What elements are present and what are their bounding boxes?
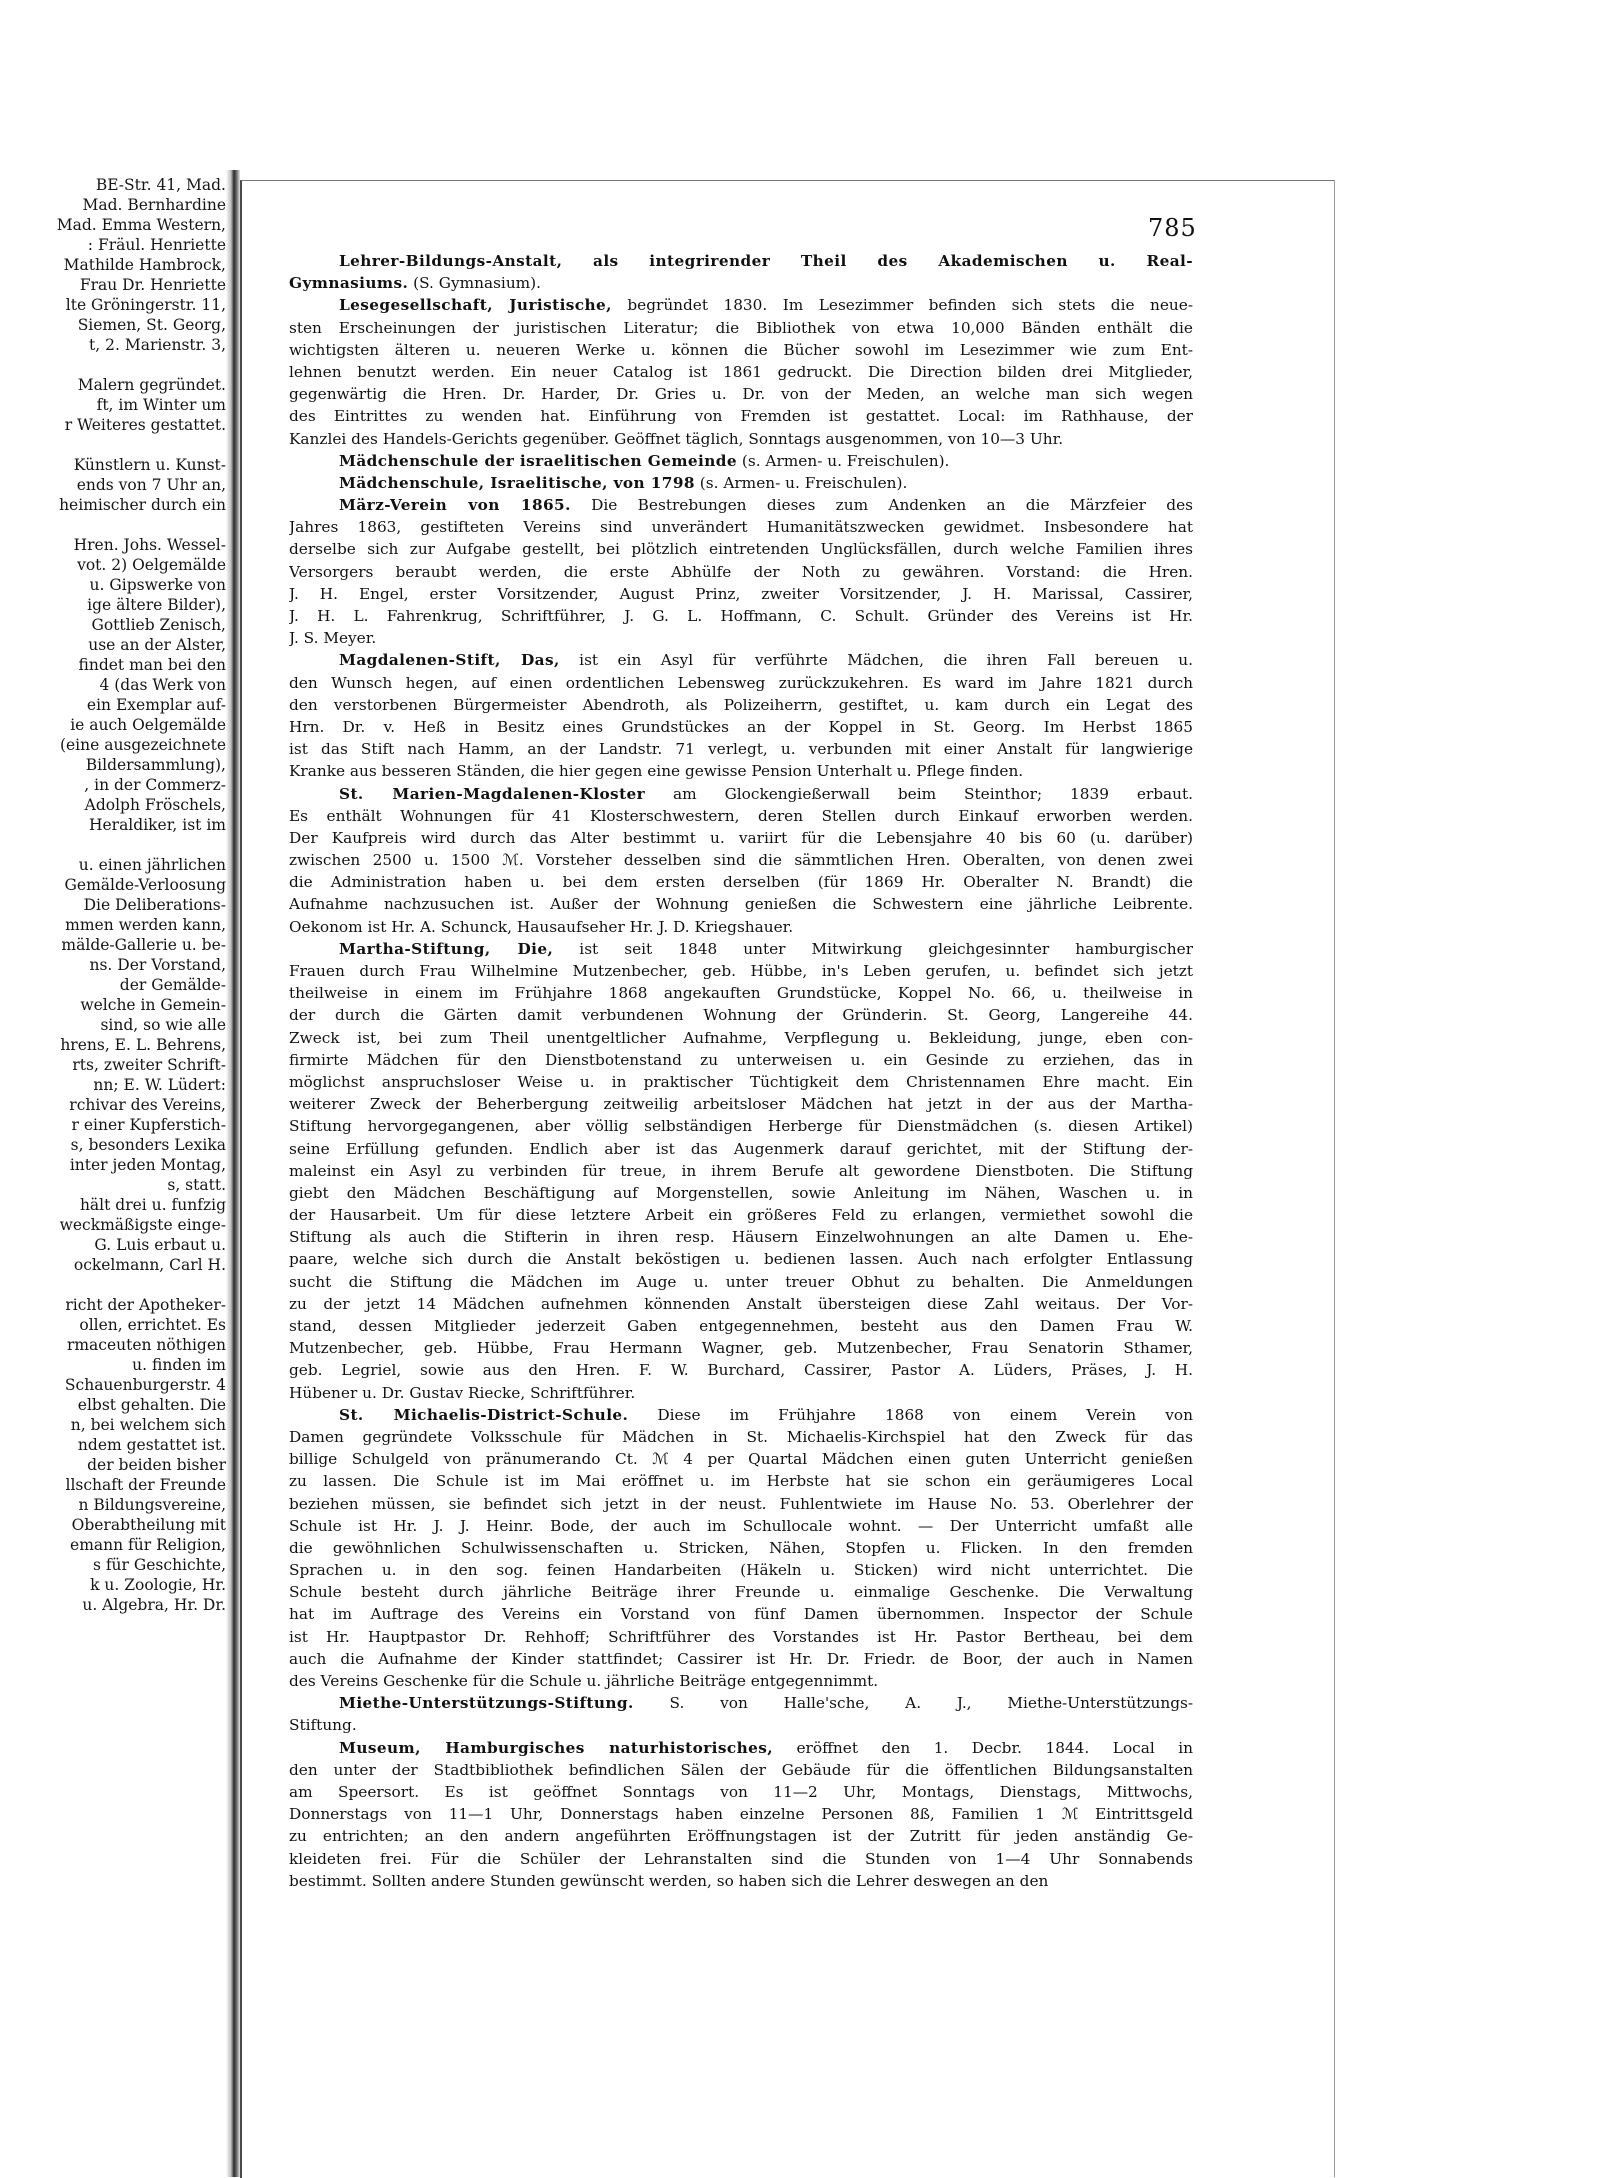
entry-first-line <box>289 938 1193 960</box>
left-page-fragment <box>0 175 228 2177</box>
left-column-line: inter jeden Montag, <box>69 1156 226 1174</box>
left-column-line: Mad. Emma Western, <box>56 216 226 234</box>
entry-line: Frauen durch Frau Wilhelmine Mutzenbecher, geb. Hübbe, in's Leben gerufen, u. befindet sich jetzt <box>289 962 1193 980</box>
entry-line: Mutzenbecher, geb. Hübbe, Frau Hermann Wagner, geb. Mutzenbecher, Frau Senatorin Sthamer, <box>289 1339 1193 1358</box>
left-column-line: G. Luis erbaut u. <box>94 1236 226 1254</box>
entry-line: Oekonom ist Hr. A. Schunck, Hausaufseher Hr. J. D. Kriegshauer. <box>289 917 794 936</box>
entry-line: der Hausarbeit. Um für diese letztere Arbeit ein größeres Feld zu erlangen, vermiethet sowohl die <box>289 1206 1193 1225</box>
entry-line: maleinst ein Asyl zu verbinden für treue, in ihrem Berufe alt gewordene Dienstboten. Die Stiftung <box>289 1161 1193 1180</box>
entry-line: Sprachen u. in den sog. feinen Handarbeiten (Häkeln u. Sticken) wird nicht unterrichtet. Die <box>289 1561 1193 1580</box>
left-column-line: vot. 2) Oelgemälde <box>77 556 226 574</box>
left-column-line: lte Gröningerstr. 11, <box>65 296 226 314</box>
entry-first-line <box>289 1692 1193 1714</box>
left-column-line: s, besonders Lexika <box>70 1136 226 1154</box>
left-column-line: hrens, E. L. Behrens, <box>60 1036 226 1054</box>
left-column-line: ie auch Oelgemälde <box>70 716 226 734</box>
entry-line: den unter der Stadtbibliothek befindlichen Sälen der Gebäude für die öffentlichen Bildungsanstalten <box>289 1760 1193 1779</box>
entry-heading: Miethe-Unterstützungs-Stiftung. <box>339 1694 634 1713</box>
left-column-line: Malern gegründet. <box>77 376 226 394</box>
left-column-line: der Gemälde- <box>119 976 226 994</box>
entry-line: geb. Legriel, sowie aus den Hren. F. W. Burchard, Cassirer, Pastor A. Lüders, Präses, J. H. <box>289 1361 1193 1380</box>
left-column-line: rchivar des Vereins, <box>69 1096 226 1114</box>
entry-line: zwischen 2500 u. 1500 ℳ. Vorsteher desselben sind die sämmtlichen Hren. Oberalten, von denen zwei <box>289 851 1193 870</box>
left-column-line: sind, so wie alle <box>100 1016 226 1034</box>
left-column-line: rts, zweiter Schrift- <box>72 1056 226 1074</box>
directory-entry <box>289 250 1193 294</box>
left-column-line: ollen, errichtet. Es <box>79 1316 226 1334</box>
left-column-line: Mad. Bernhardine <box>82 196 226 214</box>
directory-entry <box>289 1737 1193 1892</box>
entry-line: des Eintrittes zu wenden hat. Einführung von Fremden ist gestattet. Local: im Rathhause, der <box>289 407 1193 426</box>
entry-line: zu lassen. Die Schule ist im Mai eröffnet u. im Herbste hat sie schon ein geräumigeres Local <box>289 1472 1193 1491</box>
left-column-line: 4 (das Werk von <box>99 676 226 694</box>
entry-line: der durch die Gärten damit verbundenen Wohnung der Gründerin. St. Georg, Langereihe 44. <box>289 1006 1193 1025</box>
left-column-line: ige ältere Bilder), <box>87 596 226 614</box>
entry-line: den verstorbenen Bürgermeister Abendroth, als Polizeiherrn, gestiftet, u. kam durch ein Legat des <box>289 695 1193 714</box>
entry-heading: Martha-Stiftung, Die, <box>339 939 554 958</box>
left-column-line: k u. Zoologie, Hr. <box>90 1576 226 1594</box>
entry-line: des Vereins Geschenke für die Schule u. jährliche Beiträge entgegennimmt. <box>289 1672 879 1690</box>
entry-line: Damen gegründete Volksschule für Mädchen in St. Michaelis-Kirchspiel hat den Zweck für das <box>289 1427 1193 1446</box>
entry-line: ist das Stift nach Hamm, an der Landstr. 71 verlegt, u. verbunden mit einer Anstalt für langwierige <box>289 740 1193 759</box>
entry-line: die Administration haben u. bei dem ersten derselben (für 1869 Hr. Oberalter N. Brandt) die <box>289 873 1193 892</box>
book-gutter <box>226 170 240 2177</box>
entry-heading: Museum, Hamburgisches naturhistorisches, <box>339 1738 773 1757</box>
entry-line: Versorgers beraubt werden, die erste Abhülfe der Noth zu gewähren. Vorstand: die Hren. <box>289 562 1193 581</box>
entry-line: billige Schulgeld von pränumerando Ct. ℳ 4 per Quartal Mädchen einen guten Unterricht genießen <box>289 1450 1193 1469</box>
entry-line: weiterer Zweck der Beherbergung zeitweilig arbeitsloser Mädchen hat jetzt in der aus der Martha- <box>289 1095 1193 1114</box>
entry-first-line <box>289 450 1193 472</box>
entry-line: Es enthält Wohnungen für 41 Klosterschwestern, deren Stellen durch Einkauf erworben werden. <box>289 806 1193 825</box>
entry-line: firmirte Mädchen für den Dienstbotenstand zu unterweisen u. ein Gesinde zu erziehen, das in <box>289 1050 1193 1069</box>
entry-line: sten Erscheinungen der juristischen Literatur; die Bibliothek von etwa 10,000 Bänden enthält die <box>289 318 1193 337</box>
left-column-line: Adolph Fröschels, <box>84 796 226 814</box>
left-column-line: rmaceuten nöthigen <box>66 1336 226 1354</box>
entry-line: Jahres 1863, gestifteten Vereins sind unverändert Humanitätszwecken gewidmet. Insbesondere hat <box>289 518 1193 537</box>
left-column-line: Künstlern u. Kunst- <box>73 456 226 474</box>
left-column-line: r einer Kupferstich- <box>71 1116 226 1134</box>
entry-heading: Lehrer-Bildungs-Anstalt, als integrirender Theil des Akademischen u. Real- <box>339 252 1193 270</box>
left-column-line: Die Deliberations- <box>83 896 226 914</box>
left-column-line: ends von 7 Uhr an, <box>76 476 226 494</box>
entry-heading: St. Michaelis-District-Schule. <box>339 1405 629 1424</box>
entry-text: Die Bestrebungen dieses zum Andenken an die Märzfeier des <box>570 496 1193 515</box>
left-column-line: ft, im Winter um <box>96 396 226 414</box>
left-column-line: welche in Gemein- <box>80 996 226 1014</box>
left-column-line: ndem gestattet ist. <box>77 1436 226 1454</box>
left-column-line: findet man bei den <box>78 656 226 674</box>
left-column-line: , in der Commerz- <box>84 776 226 794</box>
left-column-line: Schauenburgerstr. 4 <box>64 1376 226 1394</box>
left-column-line: n Bildungsvereine, <box>78 1496 226 1514</box>
entry-line: sucht die Stiftung die Mädchen im Auge u. unter treuer Obhut zu behalten. Die Anmeldungen <box>289 1272 1193 1291</box>
entry-text: S. von Halle'sche, A. J., Miethe-Unterstützungs- <box>633 1694 1193 1713</box>
entry-text: am Glockengießerwall beim Steinthor; 1839 erbaut. <box>645 784 1193 803</box>
entry-first-line <box>289 1404 1193 1426</box>
entry-line: Aufnahme nachzusuchen ist. Außer der Wohnung genießen die Schwestern eine jährliche Leibrente. <box>289 895 1193 914</box>
entry-line: giebt den Mädchen Beschäftigung auf Morgenstellen, sowie Anleitung im Nähen, Waschen u. in <box>289 1183 1193 1202</box>
entry-line: zu entrichten; an den andern angeführten Eröffnungstagen ist der Zutritt für jeden anständig Ge- <box>289 1827 1193 1846</box>
entry-line: theilweise in einem im Frühjahre 1868 angekauften Grundstücke, Koppel No. 66, u. theilweise in <box>289 984 1193 1003</box>
left-column-line: richt der Apotheker- <box>65 1296 226 1314</box>
left-column-line: Oberabtheilung mit <box>71 1516 226 1534</box>
entry-first-line <box>289 294 1193 316</box>
left-column-line: s, statt. <box>167 1176 226 1194</box>
left-column-line: BE-Str. 41, Mad. <box>95 176 226 194</box>
left-column-line: u. Gipswerke von <box>89 576 226 594</box>
left-column-line: r Weiteres gestattet. <box>64 416 226 434</box>
left-column-line: nn; E. W. Lüdert: <box>93 1076 226 1094</box>
entry-line: Gymnasiums. (S. Gymnasium). <box>289 274 542 293</box>
left-column-line: mmen werden kann, <box>65 916 226 934</box>
directory-entry <box>289 649 1193 782</box>
left-column-line: n, bei welchem sich <box>70 1416 226 1434</box>
entry-line: Der Kaufpreis wird durch das Alter bestimmt u. variirt für die Lebensjahre 40 bis 60 (u. darüber) <box>289 828 1193 847</box>
left-column-line: Gottlieb Zenisch, <box>91 616 226 634</box>
entry-text: ist ein Asyl für verführte Mädchen, die ihren Fall bereuen u. <box>559 651 1193 670</box>
entry-first-line <box>289 472 1193 494</box>
entry-line: derselbe sich zur Aufgabe gestellt, bei plötzlich eintretenden Unglücksfällen, durch welche Familien ihres <box>289 540 1193 559</box>
left-column-line: ockelmann, Carl H. <box>73 1256 226 1274</box>
left-column-line: Heraldiker, ist im <box>88 816 226 834</box>
entry-line: J. H. Engel, erster Vorsitzender, August Prinz, zweiter Vorsitzender, J. H. Marissal, Cassirer, <box>289 584 1193 603</box>
left-column-line: llschaft der Freunde <box>65 1476 226 1494</box>
entry-line: ist Hr. Hauptpastor Dr. Rehhoff; Schriftführer des Vorstandes ist Hr. Pastor Bertheau, bei dem <box>289 1627 1193 1646</box>
left-column-line: u. Algebra, Hr. Dr. <box>82 1596 226 1614</box>
entry-line: gegenwärtig die Hren. Dr. Harder, Dr. Gries u. Dr. von der Meden, an welche man sich wegen <box>289 385 1193 404</box>
entry-line: möglichst anspruchsloser Weise u. in praktischer Tüchtigkeit dem Christennamen Ehre macht. Ein <box>289 1072 1193 1091</box>
entry-line: kleideten frei. Für die Schüler der Lehranstalten sind die Stunden von 1—4 Uhr Sonnabends <box>289 1849 1193 1868</box>
entry-line: auch die Aufnahme der Kinder stattfindet; Cassirer ist Hr. Dr. Friedr. de Boor, der auch in Namen <box>289 1649 1193 1668</box>
left-column-line: ns. Der Vorstand, <box>89 956 226 974</box>
entry-first-line <box>289 250 1193 272</box>
left-column-line: u. finden im <box>132 1356 226 1374</box>
left-column-line: ein Exemplar auf- <box>86 696 226 714</box>
entry-line: beziehen müssen, sie befindet sich jetzt in der neust. Fuhlentwiete im Hause No. 53. Oberlehrer der <box>289 1494 1193 1513</box>
directory-entry <box>289 494 1193 649</box>
directory-entry <box>289 1692 1193 1736</box>
left-column-line: use an der Alster, <box>88 636 226 654</box>
left-column-line: Gemälde-Verloosung <box>64 876 226 894</box>
left-column-line: mälde-Gallerie u. be- <box>61 936 226 954</box>
entry-line: seine Erfüllung gefunden. Endlich aber ist das Augenmerk darauf gerichtet, mit der Stiftung der- <box>289 1139 1193 1158</box>
entry-text: (s. Armen- u. Freischulen). <box>694 473 908 492</box>
directory-entry <box>289 783 1193 938</box>
entry-line: Schule ist Hr. J. J. Heinr. Bode, der auch im Schullocale wohnt. — Der Unterricht umfaßt alle <box>289 1516 1193 1535</box>
page-margin <box>1334 180 1600 2177</box>
entry-line: hat im Auftrage des Vereins ein Vorstand von fünf Damen übernommen. Inspector der Schule <box>289 1605 1193 1624</box>
left-column-line: Siemen, St. Georg, <box>77 316 226 334</box>
entry-text: Diese im Frühjahre 1868 von einem Verein von <box>628 1405 1193 1424</box>
directory-entry <box>289 938 1193 1404</box>
entry-first-line <box>289 783 1193 805</box>
entry-line: die gewöhnlichen Schulwissenschaften u. Stricken, Nähen, Stopfen u. Flicken. In den fremden <box>289 1538 1193 1557</box>
entry-first-line <box>289 649 1193 671</box>
left-column-line: weckmäßigste einge- <box>59 1216 226 1234</box>
entry-line: paare, welche sich durch die Anstalt beköstigen u. bedienen lassen. Auch nach erfolgter Entlassung <box>289 1250 1193 1269</box>
left-column-line: u. einen jährlichen <box>78 856 226 874</box>
entry-line: stand, dessen Mitglieder jederzeit Gaben entgegennehmen, besteht aus den Damen Frau W. <box>289 1317 1193 1335</box>
left-column-line: hält drei u. funfzig <box>79 1196 226 1214</box>
directory-entry <box>289 450 1193 472</box>
entry-line: den Wunsch hegen, auf einen ordentlichen Lebensweg zurückzukehren. Es ward im Jahre 1821 durch <box>289 673 1193 692</box>
entry-text: ist seit 1848 unter Mitwirkung gleichgesinnter hamburgischer <box>553 939 1193 958</box>
entry-line: Schule besteht durch jährliche Beiträge ihrer Freunde u. einmalige Geschenke. Die Verwaltung <box>289 1583 1193 1602</box>
left-column-line: Frau Dr. Henriette <box>79 276 226 294</box>
left-column-line: Hren. Johs. Wessel- <box>73 536 226 554</box>
left-column-line: heimischer durch ein <box>59 496 226 514</box>
entry-line: bestimmt. Sollten andere Stunden gewünscht werden, so haben sich die Lehrer deswegen an den <box>289 1871 1049 1890</box>
entry-text: (s. Armen- u. Freischulen). <box>737 451 950 470</box>
entry-heading: März-Verein von 1865. <box>339 496 571 515</box>
entry-line: Zweck ist, bei zum Theil unentgeltlicher Aufnahme, Verpflegung u. Bekleidung, junge, eben con- <box>289 1028 1193 1047</box>
entry-first-line <box>289 1737 1193 1759</box>
entry-heading: Lesegesellschaft, Juristische, <box>339 296 612 315</box>
entry-line: am Speersort. Es ist geöffnet Sonntags von 11—2 Uhr, Montags, Dienstags, Mittwochs, <box>289 1782 1193 1801</box>
page-number: 785 <box>1148 214 1197 242</box>
entry-line: J. S. Meyer. <box>289 629 377 648</box>
entry-line: Hübener u. Dr. Gustav Riecke, Schriftführer. <box>289 1383 636 1402</box>
entry-first-line <box>289 494 1193 516</box>
entry-line: Stiftung. <box>289 1716 357 1735</box>
entry-heading: Magdalenen-Stift, Das, <box>339 651 560 670</box>
left-column-line: Mathilde Hambrock, <box>63 256 226 274</box>
directory-entry <box>289 472 1193 494</box>
entry-line: Donnerstags von 11—1 Uhr, Donnerstags haben einzelne Personen 8ß, Familien 1 ℳ Eintrittsgeld <box>289 1805 1193 1824</box>
entry-line: Kanzlei des Handels-Gerichts gegenüber. Geöffnet täglich, Sonntags ausgenommen, von 10—3 Uhr. <box>289 429 1064 448</box>
directory-entries <box>289 250 1193 1892</box>
entry-heading: Mädchenschule, Israelitische, von 1798 <box>339 473 695 492</box>
left-column-line: Bildersammlung), <box>85 756 226 774</box>
entry-line: Kranke aus besseren Ständen, die hier gegen eine gewisse Pension Unterhalt u. Pflege finden. <box>289 762 1024 781</box>
left-column-line: emann für Religion, <box>70 1536 226 1554</box>
directory-entry <box>289 294 1193 449</box>
entry-line: Stiftung hervorgegangenen, aber völlig selbständigen Herberge für Dienstmädchen (s. diesen Artikel) <box>289 1117 1193 1136</box>
entry-line: zu der jetzt 14 Mädchen aufnehmen könnenden Anstalt übersteigen diese Zahl weitaus. Der Vor- <box>289 1294 1193 1313</box>
entry-text: eröffnet den 1. Decbr. 1844. Local in <box>772 1738 1193 1757</box>
entry-line: J. H. L. Fahrenkrug, Schriftführer, J. G. L. Hoffmann, C. Schult. Gründer des Vereins ist Hr. <box>289 607 1193 625</box>
left-column-line: : Fräul. Henriette <box>87 236 226 254</box>
left-column-line: t, 2. Marienstr. 3, <box>89 336 226 354</box>
left-column-line: elbst gehalten. Die <box>77 1396 226 1414</box>
entry-line: wichtigsten älteren u. neueren Werke u. können die Bücher sowohl im Lesezimmer wie zum Ent- <box>289 340 1193 359</box>
entry-line: lehnen benutzt werden. Ein neuer Catalog ist 1861 gedruckt. Die Direction bilden drei Mitglieder, <box>289 362 1193 381</box>
left-column-line: (eine ausgezeichnete <box>59 736 226 754</box>
entry-line: Stiftung als auch die Stifterin in ihren resp. Häusern Einzelwohnungen an alte Damen u. Ehe- <box>289 1228 1193 1247</box>
entry-heading: Mädchenschule der israelitischen Gemeinde <box>339 451 738 470</box>
directory-entry <box>289 1404 1193 1692</box>
entry-text: begründet 1830. Im Lesezimmer befinden sich stets die neue- <box>611 296 1193 315</box>
left-column-line: der beiden bisher <box>87 1456 226 1474</box>
entry-line: Hrn. Dr. v. Heß in Besitz eines Grundstückes an der Koppel in St. Georg. Im Herbst 1865 <box>289 717 1193 736</box>
left-column-line: s für Geschichte, <box>92 1556 226 1574</box>
entry-heading: St. Marien-Magdalenen-Kloster <box>339 784 646 803</box>
